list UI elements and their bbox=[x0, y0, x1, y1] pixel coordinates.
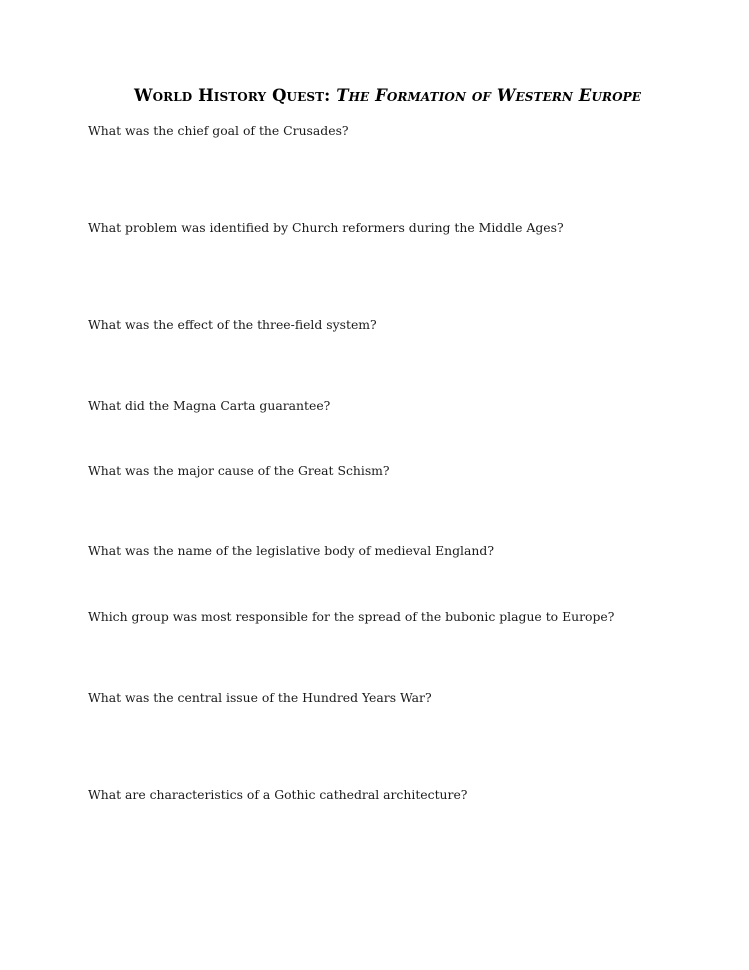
question-6: What was the name of the legislative body of medieval England? bbox=[88, 543, 494, 558]
page-title bbox=[0, 86, 749, 105]
question-5: What was the major cause of the Great Schism? bbox=[88, 463, 390, 478]
question-4: What did the Magna Carta guarantee? bbox=[88, 398, 331, 413]
title-subtitle: The Formation of Western Europe bbox=[336, 86, 642, 105]
question-1: What was the chief goal of the Crusades? bbox=[88, 123, 349, 138]
title-main: World History Quest: bbox=[133, 86, 337, 105]
question-3: What was the effect of the three-field system? bbox=[88, 317, 377, 332]
question-7: Which group was most responsible for the spread of the bubonic plague to Europe? bbox=[88, 609, 615, 624]
question-8: What was the central issue of the Hundred Years War? bbox=[88, 690, 432, 705]
question-2: What problem was identified by Church reformers during the Middle Ages? bbox=[88, 220, 564, 235]
question-9: What are characteristics of a Gothic cathedral architecture? bbox=[88, 787, 468, 802]
